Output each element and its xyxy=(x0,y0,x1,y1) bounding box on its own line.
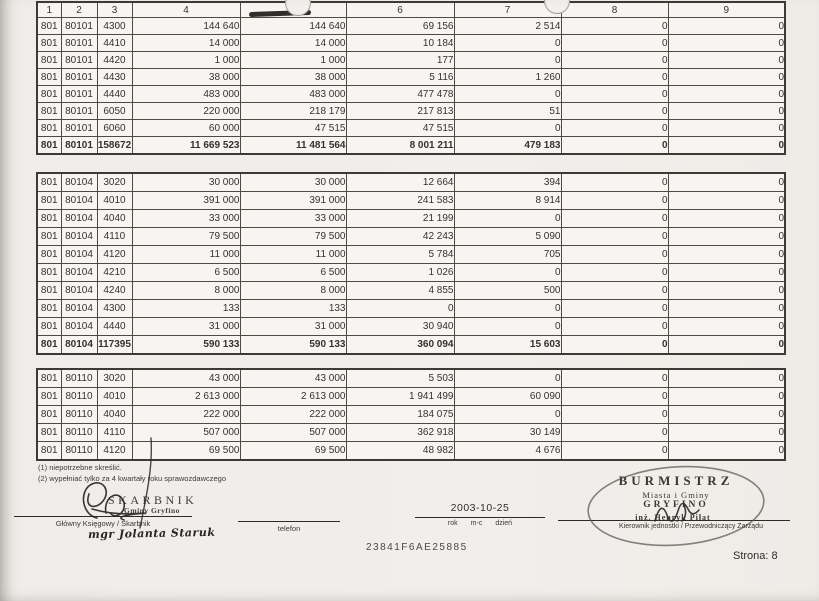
amount-cell: 241 583 xyxy=(346,192,454,210)
amount-cell: 0 xyxy=(561,35,668,52)
table-row xyxy=(37,52,785,69)
burmistrz-stamp-line3: GRYFINO xyxy=(643,500,709,510)
amount-cell: 11 669 523 xyxy=(132,137,240,155)
amount-cell: 0 xyxy=(668,18,785,35)
date-unit-year: rok xyxy=(447,520,458,527)
code-cell: 801 xyxy=(37,69,61,86)
amount-cell: 0 xyxy=(668,137,785,155)
amount-cell: 14 000 xyxy=(132,35,240,52)
code-cell: 4010 xyxy=(97,192,132,210)
code-cell: 801 xyxy=(37,442,61,461)
header-row xyxy=(37,2,785,18)
table-row xyxy=(37,120,785,137)
budget-table-section-80110 xyxy=(36,368,786,461)
amount-cell: 69 500 xyxy=(240,442,346,461)
amount-cell: 30 000 xyxy=(240,173,346,192)
amount-cell: 0 xyxy=(561,246,668,264)
amount-cell: 8 001 211 xyxy=(346,137,454,155)
amount-cell: 0 xyxy=(561,282,668,300)
code-cell: 4010 xyxy=(97,388,132,406)
amount-cell: 47 515 xyxy=(346,120,454,137)
code-cell: 4040 xyxy=(97,210,132,228)
amount-cell: 8 914 xyxy=(454,192,561,210)
amount-cell: 10 184 xyxy=(346,35,454,52)
amount-cell: 6 500 xyxy=(132,264,240,282)
code-cell: 801 xyxy=(37,210,61,228)
code-cell: 4110 xyxy=(97,424,132,442)
code-cell: 801 xyxy=(37,18,61,35)
amount-cell: 0 xyxy=(454,210,561,228)
amount-cell: 394 xyxy=(454,173,561,192)
code-cell: 801 xyxy=(37,192,61,210)
amount-cell: 0 xyxy=(561,369,668,388)
amount-cell: 11 000 xyxy=(240,246,346,264)
code-cell: 80104 xyxy=(61,210,97,228)
amount-cell: 0 xyxy=(668,228,785,246)
table-row xyxy=(37,406,785,424)
table-row xyxy=(37,192,785,210)
code-cell: 801 xyxy=(37,318,61,336)
burmistrz-stamp-line2: Miasta i Gminy xyxy=(642,490,710,500)
amount-cell: 5 116 xyxy=(346,69,454,86)
amount-cell: 477 478 xyxy=(346,86,454,103)
document-code: 23841F6AE25885 xyxy=(366,542,468,553)
amount-cell: 1 000 xyxy=(240,52,346,69)
code-cell: 801 xyxy=(37,103,61,120)
amount-cell: 144 640 xyxy=(240,18,346,35)
amount-cell: 0 xyxy=(454,86,561,103)
amount-cell: 0 xyxy=(561,318,668,336)
amount-cell: 43 000 xyxy=(132,369,240,388)
amount-cell: 2 613 000 xyxy=(132,388,240,406)
code-cell: 801 xyxy=(37,388,61,406)
table-row xyxy=(37,210,785,228)
code-cell: 801 xyxy=(37,282,61,300)
table-row xyxy=(37,228,785,246)
code-cell: 80101 xyxy=(61,69,97,86)
column-header: 9 xyxy=(668,2,785,18)
amount-cell: 1 260 xyxy=(454,69,561,86)
code-cell: 4440 xyxy=(97,318,132,336)
column-header: 2 xyxy=(61,2,97,18)
code-cell: 801 xyxy=(37,86,61,103)
amount-cell: 0 xyxy=(668,388,785,406)
amount-cell: 0 xyxy=(561,442,668,461)
amount-cell: 8 000 xyxy=(132,282,240,300)
amount-cell: 0 xyxy=(668,424,785,442)
total-row xyxy=(37,336,785,355)
amount-cell: 79 500 xyxy=(132,228,240,246)
code-cell: 6050 xyxy=(97,103,132,120)
amount-cell: 0 xyxy=(561,264,668,282)
code-cell: 80101 xyxy=(61,86,97,103)
amount-cell: 43 000 xyxy=(240,369,346,388)
handwritten-name-left: mgr Jolanta Staruk xyxy=(87,525,216,542)
amount-cell: 0 xyxy=(561,228,668,246)
role-label-left: Główny Księgowy / Skarbnik xyxy=(55,519,151,528)
amount-cell: 38 000 xyxy=(240,69,346,86)
code-cell: 801 xyxy=(37,35,61,52)
code-cell: 80104 xyxy=(61,228,97,246)
burmistrz-stamp xyxy=(598,473,754,510)
table-row xyxy=(37,300,785,318)
amount-cell: 69 156 xyxy=(346,18,454,35)
amount-cell: 69 500 xyxy=(132,442,240,461)
amount-cell: 0 xyxy=(668,246,785,264)
code-cell: 6060 xyxy=(97,120,132,137)
code-cell: 801 xyxy=(37,300,61,318)
amount-cell: 33 000 xyxy=(240,210,346,228)
amount-cell: 0 xyxy=(668,69,785,86)
code-cell: 4120 xyxy=(97,246,132,264)
table-row xyxy=(37,246,785,264)
amount-cell: 0 xyxy=(561,86,668,103)
amount-cell: 0 xyxy=(454,35,561,52)
table-row xyxy=(37,69,785,86)
code-cell: 801 xyxy=(37,336,61,355)
amount-cell: 60 090 xyxy=(454,388,561,406)
amount-cell: 21 199 xyxy=(346,210,454,228)
amount-cell: 30 000 xyxy=(132,173,240,192)
amount-cell: 79 500 xyxy=(240,228,346,246)
code-cell: 80104 xyxy=(61,318,97,336)
column-header: 4 xyxy=(132,2,240,18)
amount-cell: 60 000 xyxy=(132,120,240,137)
code-cell: 80104 xyxy=(61,192,97,210)
code-cell: 80101 xyxy=(61,52,97,69)
budget-table-section-80104 xyxy=(36,172,786,355)
amount-cell: 47 515 xyxy=(240,120,346,137)
amount-cell: 177 xyxy=(346,52,454,69)
amount-cell: 1 026 xyxy=(346,264,454,282)
amount-cell: 0 xyxy=(454,369,561,388)
code-cell: 80110 xyxy=(61,369,97,388)
amount-cell: 0 xyxy=(668,120,785,137)
total-row xyxy=(37,137,785,155)
amount-cell: 11 000 xyxy=(132,246,240,264)
amount-cell: 38 000 xyxy=(132,69,240,86)
code-cell: 4120 xyxy=(97,442,132,461)
amount-cell: 0 xyxy=(454,406,561,424)
amount-cell: 590 133 xyxy=(132,336,240,355)
table-row xyxy=(37,442,785,461)
code-cell: 80104 xyxy=(61,282,97,300)
phone-line xyxy=(238,521,340,522)
table-row xyxy=(37,388,785,406)
code-cell: 80104 xyxy=(61,264,97,282)
amount-cell: 0 xyxy=(561,69,668,86)
code-cell: 801 xyxy=(37,228,61,246)
table-row xyxy=(37,86,785,103)
amount-cell: 0 xyxy=(668,103,785,120)
code-cell: 4410 xyxy=(97,35,132,52)
code-cell: 3020 xyxy=(97,173,132,192)
amount-cell: 0 xyxy=(668,52,785,69)
code-cell: 4440 xyxy=(97,86,132,103)
amount-cell: 0 xyxy=(668,192,785,210)
code-cell: 801 xyxy=(37,424,61,442)
amount-cell: 0 xyxy=(454,120,561,137)
amount-cell: 483 000 xyxy=(240,86,346,103)
amount-cell: 0 xyxy=(668,300,785,318)
amount-cell: 184 075 xyxy=(346,406,454,424)
amount-cell: 14 000 xyxy=(240,35,346,52)
amount-cell: 507 000 xyxy=(240,424,346,442)
amount-cell: 5 090 xyxy=(454,228,561,246)
amount-cell: 0 xyxy=(561,210,668,228)
signature-line-right xyxy=(558,520,790,521)
column-header: 3 xyxy=(97,2,132,18)
signature-line-left xyxy=(14,516,192,517)
amount-cell: 222 000 xyxy=(240,406,346,424)
code-cell: 80110 xyxy=(61,424,97,442)
table-row xyxy=(37,103,785,120)
amount-cell: 479 183 xyxy=(454,137,561,155)
table-row xyxy=(37,35,785,52)
date-unit-day: dzień xyxy=(495,520,513,527)
code-cell: 801 xyxy=(37,369,61,388)
amount-cell: 507 000 xyxy=(132,424,240,442)
amount-cell: 391 000 xyxy=(240,192,346,210)
code-cell: 80104 xyxy=(61,336,97,355)
amount-cell: 2 613 000 xyxy=(240,388,346,406)
amount-cell: 0 xyxy=(454,300,561,318)
code-cell: 80101 xyxy=(61,18,97,35)
amount-cell: 0 xyxy=(561,424,668,442)
footnote-2: (2) wypełniać tylko za 4 kwartały roku sprawozdawczego xyxy=(38,474,226,483)
amount-cell: 31 000 xyxy=(132,318,240,336)
amount-cell: 0 xyxy=(561,406,668,424)
code-cell: 80104 xyxy=(61,173,97,192)
amount-cell: 0 xyxy=(454,318,561,336)
amount-cell: 30 149 xyxy=(454,424,561,442)
amount-cell: 51 xyxy=(454,103,561,120)
code-cell: 801 xyxy=(37,137,61,155)
amount-cell: 0 xyxy=(346,300,454,318)
amount-cell: 360 094 xyxy=(346,336,454,355)
amount-cell: 0 xyxy=(561,103,668,120)
amount-cell: 4 855 xyxy=(346,282,454,300)
code-cell: 4300 xyxy=(97,18,132,35)
column-header: 8 xyxy=(561,2,668,18)
code-cell: 801 xyxy=(37,264,61,282)
amount-cell: 2 514 xyxy=(454,18,561,35)
table-row xyxy=(37,369,785,388)
amount-cell: 0 xyxy=(668,86,785,103)
date-line xyxy=(415,517,545,518)
code-cell: 801 xyxy=(37,120,61,137)
amount-cell: 1 000 xyxy=(132,52,240,69)
burmistrz-stamp-name: inż. Henryk Piłat xyxy=(635,513,711,522)
skarbnik-stamp-title: SKARBNIK xyxy=(108,493,198,507)
amount-cell: 0 xyxy=(668,442,785,461)
amount-cell: 0 xyxy=(668,35,785,52)
amount-cell: 0 xyxy=(454,52,561,69)
code-cell: 80104 xyxy=(61,300,97,318)
amount-cell: 218 179 xyxy=(240,103,346,120)
code-cell: 801 xyxy=(37,52,61,69)
table-row xyxy=(37,173,785,192)
amount-cell: 33 000 xyxy=(132,210,240,228)
amount-cell: 48 982 xyxy=(346,442,454,461)
amount-cell: 8 000 xyxy=(240,282,346,300)
amount-cell: 4 676 xyxy=(454,442,561,461)
code-cell: 801 xyxy=(37,173,61,192)
amount-cell: 0 xyxy=(668,318,785,336)
code-cell: 3020 xyxy=(97,369,132,388)
amount-cell: 0 xyxy=(668,406,785,424)
column-header: 1 xyxy=(37,2,61,18)
amount-cell: 0 xyxy=(668,282,785,300)
code-cell: 4300 xyxy=(97,300,132,318)
amount-cell: 217 813 xyxy=(346,103,454,120)
code-cell: 4240 xyxy=(97,282,132,300)
code-cell: 80101 xyxy=(61,103,97,120)
amount-cell: 0 xyxy=(561,388,668,406)
amount-cell: 0 xyxy=(561,120,668,137)
amount-cell: 5 784 xyxy=(346,246,454,264)
footnote-1: (1) niepotrzebne skreślić. xyxy=(38,463,122,472)
amount-cell: 222 000 xyxy=(132,406,240,424)
amount-cell: 0 xyxy=(561,336,668,355)
amount-cell: 0 xyxy=(561,300,668,318)
code-cell: 4110 xyxy=(97,228,132,246)
role-label-right: Kierownik jednostki / Przewodniczący Zarządu xyxy=(619,523,763,530)
phone-label: telefon xyxy=(277,524,301,533)
amount-cell: 0 xyxy=(668,336,785,355)
skarbnik-stamp-subtitle: Gminy Gryfino xyxy=(124,506,180,515)
amount-cell: 500 xyxy=(454,282,561,300)
table-row xyxy=(37,282,785,300)
amount-cell: 590 133 xyxy=(240,336,346,355)
amount-cell: 362 918 xyxy=(346,424,454,442)
amount-cell: 483 000 xyxy=(132,86,240,103)
budget-table-section-80101 xyxy=(36,1,786,155)
amount-cell: 0 xyxy=(561,192,668,210)
amount-cell: 15 603 xyxy=(454,336,561,355)
table-row xyxy=(37,318,785,336)
amount-cell: 0 xyxy=(561,173,668,192)
code-cell: 80101 xyxy=(61,35,97,52)
code-cell: 80101 xyxy=(61,137,97,155)
code-cell: 80104 xyxy=(61,246,97,264)
amount-cell: 220 000 xyxy=(132,103,240,120)
amount-cell: 0 xyxy=(668,173,785,192)
report-date: 2003-10-25 xyxy=(450,502,510,514)
amount-cell: 1 941 499 xyxy=(346,388,454,406)
amount-cell: 705 xyxy=(454,246,561,264)
code-cell: 4420 xyxy=(97,52,132,69)
code-cell: 4040 xyxy=(97,406,132,424)
amount-cell: 12 664 xyxy=(346,173,454,192)
amount-cell: 6 500 xyxy=(240,264,346,282)
amount-cell: 5 503 xyxy=(346,369,454,388)
burmistrz-stamp-title: BURMISTRZ xyxy=(618,473,734,488)
amount-cell: 0 xyxy=(561,137,668,155)
code-cell: 80110 xyxy=(61,388,97,406)
amount-cell: 30 940 xyxy=(346,318,454,336)
amount-cell: 133 xyxy=(240,300,346,318)
table-row xyxy=(37,264,785,282)
amount-cell: 42 243 xyxy=(346,228,454,246)
code-cell: 80110 xyxy=(61,406,97,424)
amount-cell: 0 xyxy=(668,369,785,388)
code-cell: 158672 xyxy=(97,137,132,155)
code-cell: 801 xyxy=(37,406,61,424)
date-unit-month: m-c xyxy=(470,520,483,527)
amount-cell: 0 xyxy=(668,210,785,228)
code-cell: 80101 xyxy=(61,120,97,137)
table-row xyxy=(37,424,785,442)
page-number: Strona: 8 xyxy=(733,550,778,562)
date-unit-labels xyxy=(415,520,545,527)
code-cell: 117395 xyxy=(97,336,132,355)
code-cell: 80110 xyxy=(61,442,97,461)
amount-cell: 11 481 564 xyxy=(240,137,346,155)
column-header: 7 xyxy=(454,2,561,18)
code-cell: 801 xyxy=(37,246,61,264)
amount-cell: 31 000 xyxy=(240,318,346,336)
amount-cell: 133 xyxy=(132,300,240,318)
code-cell: 4210 xyxy=(97,264,132,282)
footnotes xyxy=(38,462,226,484)
amount-cell: 0 xyxy=(561,18,668,35)
amount-cell: 144 640 xyxy=(132,18,240,35)
column-header: 6 xyxy=(346,2,454,18)
amount-cell: 0 xyxy=(454,264,561,282)
table-row xyxy=(37,18,785,35)
amount-cell: 0 xyxy=(561,52,668,69)
code-cell: 4430 xyxy=(97,69,132,86)
amount-cell: 0 xyxy=(668,264,785,282)
amount-cell: 391 000 xyxy=(132,192,240,210)
